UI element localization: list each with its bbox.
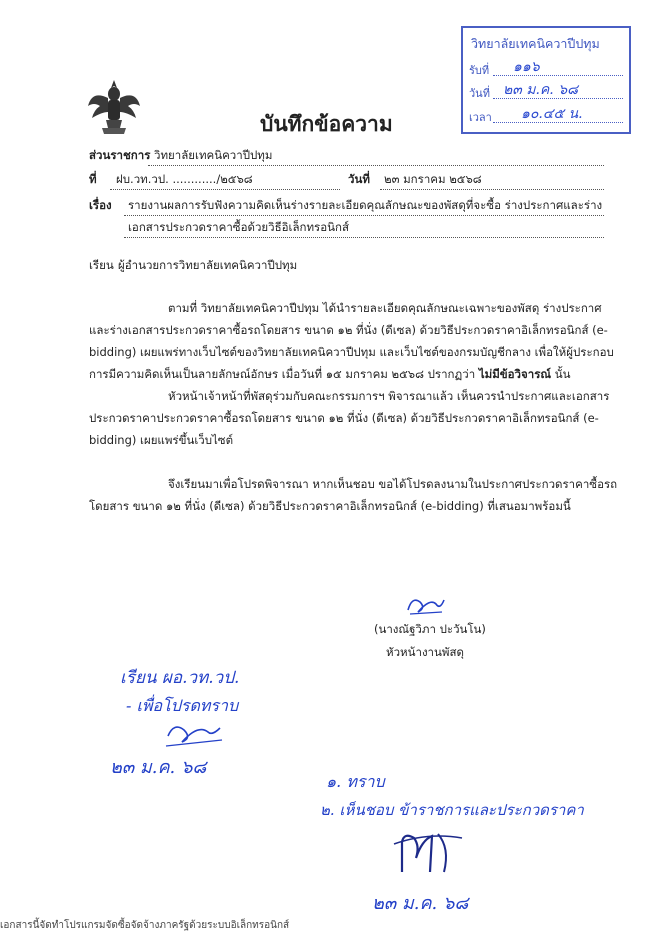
- date-label: วันที่: [348, 172, 370, 186]
- body-p1-line-4: [89, 367, 570, 382]
- stamp-title: วิทยาลัยเทคนิควาปีปทุม: [471, 36, 600, 51]
- stamp-date-label: วันที่: [469, 87, 490, 100]
- body-p1-line-3: bidding) เผยแพร่ทางเว็บไซต์ของวิทยาลัยเทคนิควาปีปทุม และเว็บไซต์ของกรมบัญชีกลาง เพื่อให้ผู้ประกอบ: [89, 345, 614, 359]
- subject-line-2: เอกสารประกวดราคาซื้อด้วยวิธีอิเล็กทรอนิกส์: [128, 220, 349, 234]
- body-p2-line-2: ประกวดราคาประกวดราคาซื้อรถโดยสาร ขนาด ๑๒ ที่นั่ง (ดีเซล) ด้วยวิธีประกวดราคาอิเล็กทรอนิกส์ (e-: [89, 411, 599, 425]
- dept-label: ส่วนราชการ: [89, 148, 151, 162]
- date-value: ๒๓ มกราคม ๒๕๖๘: [384, 172, 482, 186]
- director-signature: [392, 828, 466, 876]
- left-note-line-1: เรียน ผอ.วท.วป.: [120, 668, 240, 688]
- body-p3-line-1: จึงเรียนมาเพื่อโปรดพิจารณา หากเห็นชอบ ขอได้โปรดลงนามในประกาศประกวดราคาซื้อรถ: [168, 477, 618, 491]
- no-comments-text: ไม่มีข้อวิจารณ์: [478, 367, 552, 381]
- right-note-line-2: ๒. เห็นชอบ ข้าราชการและประกวดราคา: [320, 801, 584, 819]
- body-p3-line-2: โดยสาร ขนาด ๑๒ ที่นั่ง (ดีเซล) ด้วยวิธีประกวดราคาอิเล็กทรอนิกส์ (e-bidding) ที่เสนอมาพร้อมนี้: [89, 499, 571, 513]
- right-note-date: ๒๓ ม.ค. ๖๘: [372, 893, 469, 914]
- body-p1-line-4c: นั้น: [551, 367, 571, 381]
- subject-line-1: รายงานผลการรับฟังความคิดเห็นร่างรายละเอียดคุณลักษณะของพัสดุที่จะซื้อ ร่างประกาศและร่าง: [128, 198, 603, 212]
- subject-label: เรื่อง: [89, 198, 112, 212]
- stamp-date-value: ๒๓ ม.ค. ๖๘: [503, 82, 578, 98]
- signer-name: (นางณัฐวิภา ปะวันโน): [374, 622, 486, 636]
- left-note-date: ๒๓ ม.ค. ๖๘: [110, 757, 207, 778]
- signer-position: หัวหน้างานพัสดุ: [386, 645, 464, 659]
- stamp-received-label: รับที่: [469, 64, 490, 77]
- stamp-received-number: ๑๑๖: [513, 59, 540, 75]
- body-p1-line-4a: การมีความคิดเห็นเป็นลายลักษณ์อักษร เมื่อวันที่ ๑๕ มกราคม ๒๕๖๘ ปรากฏว่า: [89, 367, 479, 381]
- footer-note: เอกสารนี้จัดทำโปรแกรมจัดซื้อจัดจ้างภาครัฐด้วยระบบอิเล็กทรอนิกส์: [0, 920, 290, 931]
- stamp-time-value: ๑๐.๔๕ น.: [521, 106, 583, 122]
- to-label: เรียน: [89, 258, 114, 272]
- ref-value: ฝบ.วท.วป. ............/๒๕๖๘: [116, 172, 253, 186]
- body-p1-line-2: และร่างเอกสารประกวดราคาซื้อรถโดยสาร ขนาด ๑๒ ที่นั่ง (ดีเซล) ด้วยวิธีประกวดราคาอิเล็กทรอนิกส์ (e-: [89, 323, 608, 337]
- garuda-emblem: [84, 76, 144, 138]
- stamp-time-label: เวลา: [469, 111, 492, 124]
- receiving-stamp: [461, 26, 631, 134]
- left-note-signature: [164, 716, 224, 750]
- memo-heading: บันทึกข้อความ: [260, 112, 393, 136]
- left-note-line-2: - เพื่อโปรดทราบ: [126, 696, 239, 715]
- right-note-line-1: ๑. ทราบ: [326, 772, 385, 791]
- signer-signature: [404, 592, 448, 618]
- body-p1-line-1: ตามที่ วิทยาลัยเทคนิควาปีปทุม ได้นำรายละเอียดคุณลักษณะเฉพาะของพัสดุ ร่างประกาศ: [168, 301, 602, 315]
- ref-label: ที่: [89, 172, 97, 186]
- body-p2-line-1: หัวหน้าเจ้าหน้าที่พัสดุร่วมกับคณะกรรมการฯ พิจารณาแล้ว เห็นควรนำประกาศและเอกสาร: [168, 389, 610, 403]
- dept-value: วิทยาลัยเทคนิควาปีปทุม: [154, 148, 273, 162]
- body-p2-line-3: bidding) เผยแพร่ขึ้นเว็บไซต์: [89, 433, 234, 447]
- to-value: ผู้อำนวยการวิทยาลัยเทคนิควาปีปทุม: [118, 258, 298, 272]
